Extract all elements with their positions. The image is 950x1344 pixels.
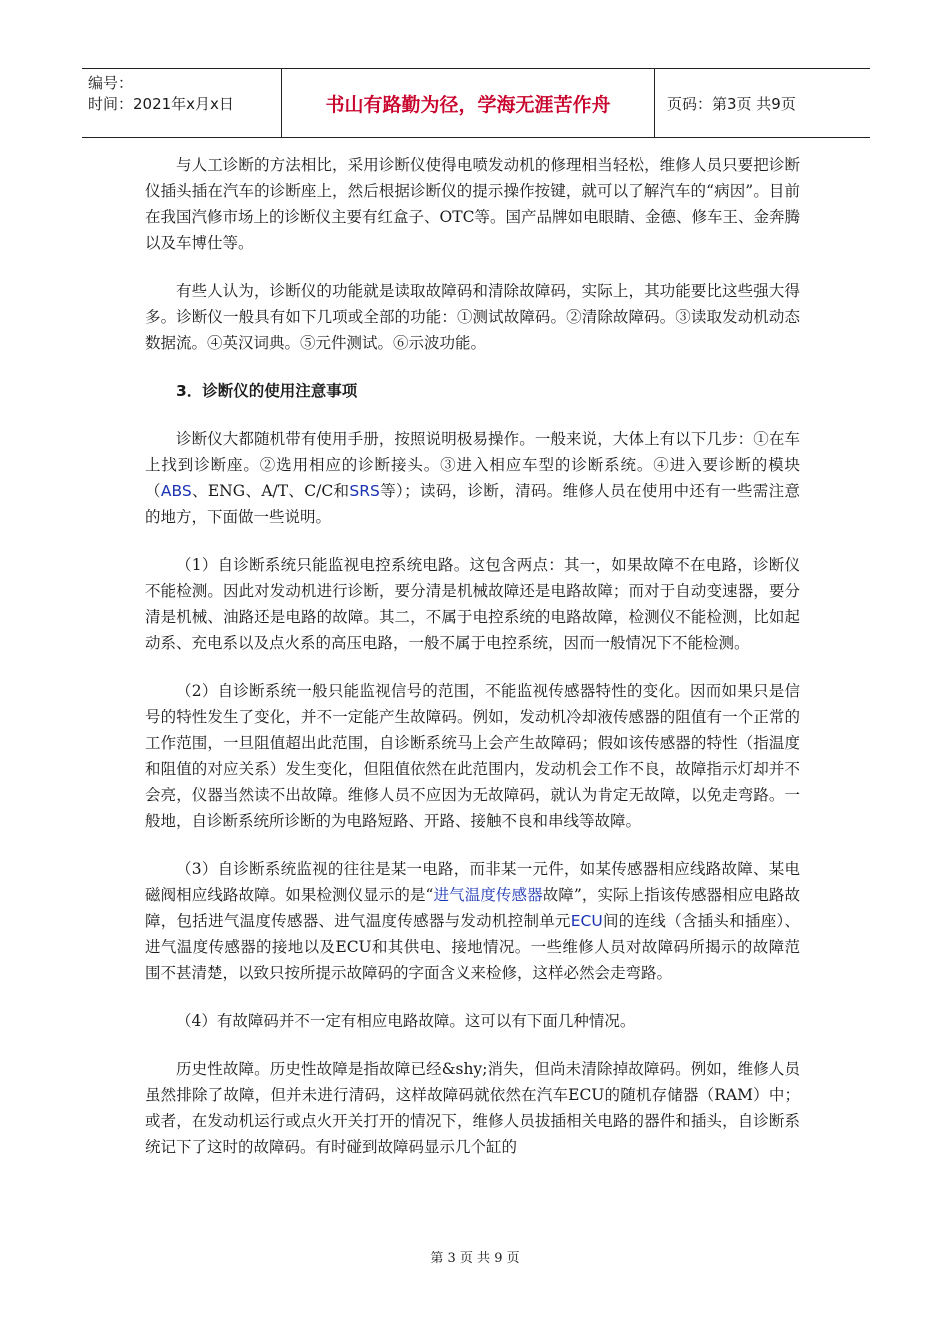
document-body [145,152,800,1182]
note3-text-c: 间的连线（含插头和插座）、进气温度传感器的接地以及ECU和其供电、接地情况。一些维修人员对故障码所揭示的故障范围不甚清楚，以致只按所提示故障码的字面含义来检修，这样必然会走弯路。 [145,912,800,982]
header-motto: 书山有路勤为径，学海无涯苦作舟 [281,69,655,137]
time-label: 时间：2021年x月x日 [88,95,234,113]
note3-text-b: 故障”，实际上指该传感器相应电路故障，包括进气温度传感器、进气温度传感器与发动机控制单元 [145,886,800,930]
ecu-term: ECU [570,912,603,930]
steps-text-a: 诊断仪大都随机带有使用手册，按照说明极易操作。一般来说，大体上有以下几步：①在车上找到诊断座。②选用相应的诊断接头。③进入相应车型的诊断系统。④进入要诊断的模块（ [145,430,800,500]
paragraph-note-1: （1）自诊断系统只能监视电控系统电路。这包含两点：其一，如果故障不在电路，诊断仪不能检测。因此对发动机进行诊断，要分清是机械故障还是电路故障；而对于自动变速器，要分清是机械、油路还是电路的故障。其二，不属于电控系统的电路故障，检测仪不能检测，比如起动系、充电系以及点火系的高压电路，一般不属于电控系统，因而一般情况下不能检测。 [145,556,800,652]
page-footer: 第 3 页 共 9 页 [430,1251,520,1266]
paragraph-steps [145,426,800,530]
section-heading: 3．诊断仪的使用注意事项 [176,382,358,400]
page-header [82,68,870,138]
paragraph-intro: 与人工诊断的方法相比，采用诊断仪使得电喷发动机的修理相当轻松，维修人员只要把诊断仪插头插在汽车的诊断座上，然后根据诊断仪的提示操作按键，就可以了解汽车的“病因”。目前在我国汽修市场上的诊断仪主要有红盒子、OTC等。国产品牌如电眼睛、金德、修车王、金奔腾以及车博仕等。 [145,156,800,252]
srs-term: SRS [349,482,380,500]
paragraph-note-3 [145,856,800,986]
paragraph-functions: 有些人认为，诊断仪的功能就是读取故障码和清除故障码，实际上，其功能要比这些强大得多。诊断仪一般具有如下几项或全部的功能：①测试故障码。②清除故障码。③读取发动机动态数据流。④英汉词典。⑤元件测试。⑥示波功能。 [145,282,800,352]
abs-term: ABS [160,482,192,500]
header-meta [82,69,281,137]
paragraph-note-4: （4）有故障码并不一定有相应电路故障。这可以有下面几种情况。 [176,1012,636,1030]
header-page-info: 页码：第3页 共9页 [667,94,796,113]
paragraph-history: 历史性故障。历史性故障是指故障已经&shy;消失，但尚未清除掉故障码。例如，维修人员虽然排除了故障，但并未进行清码，这样故障码就依然在汽车ECU的随机存储器（RAM）中；或者，在发动机运行或点火开关打开的情况下，维修人员拔插相关电路的器件和插头，自诊断系统记下了这时的故障码。有时碰到故障码显示几个缸的 [145,1060,800,1156]
intake-sensor-term: 进气温度传感器 [433,886,543,904]
steps-text-c: 等）；读码，诊断，清码。维修人员在使用中还有一些需注意的地方，下面做一些说明。 [145,482,800,526]
number-label: 编号： [88,74,134,92]
steps-text-b: 、ENG、A/T、C/C和 [191,482,350,500]
note3-text-a: （3）自诊断系统监视的往往是某一电路，而非某一元件，如某传感器相应线路故障、某电磁阀相应线路故障。如果检测仪显示的是“ [145,860,800,904]
paragraph-note-2: （2）自诊断系统一般只能监视信号的范围，不能监视传感器特性的变化。因而如果只是信号的特性发生了变化，并不一定能产生故障码。例如，发动机冷却液传感器的阻值有一个正常的工作范围，一旦阻值超出此范围，自诊断系统马上会产生故障码；假如该传感器的特性（指温度和阻值的对应关系）发生变化，但阻值依然在此范围内，发动机会工作不良，故障指示灯却并不会亮，仪器当然读不出故障。维修人员不应因为无故障码，就认为肯定无故障，以免走弯路。一般地，自诊断系统所诊断的为电路短路、开路、接触不良和串线等故障。 [145,682,800,830]
